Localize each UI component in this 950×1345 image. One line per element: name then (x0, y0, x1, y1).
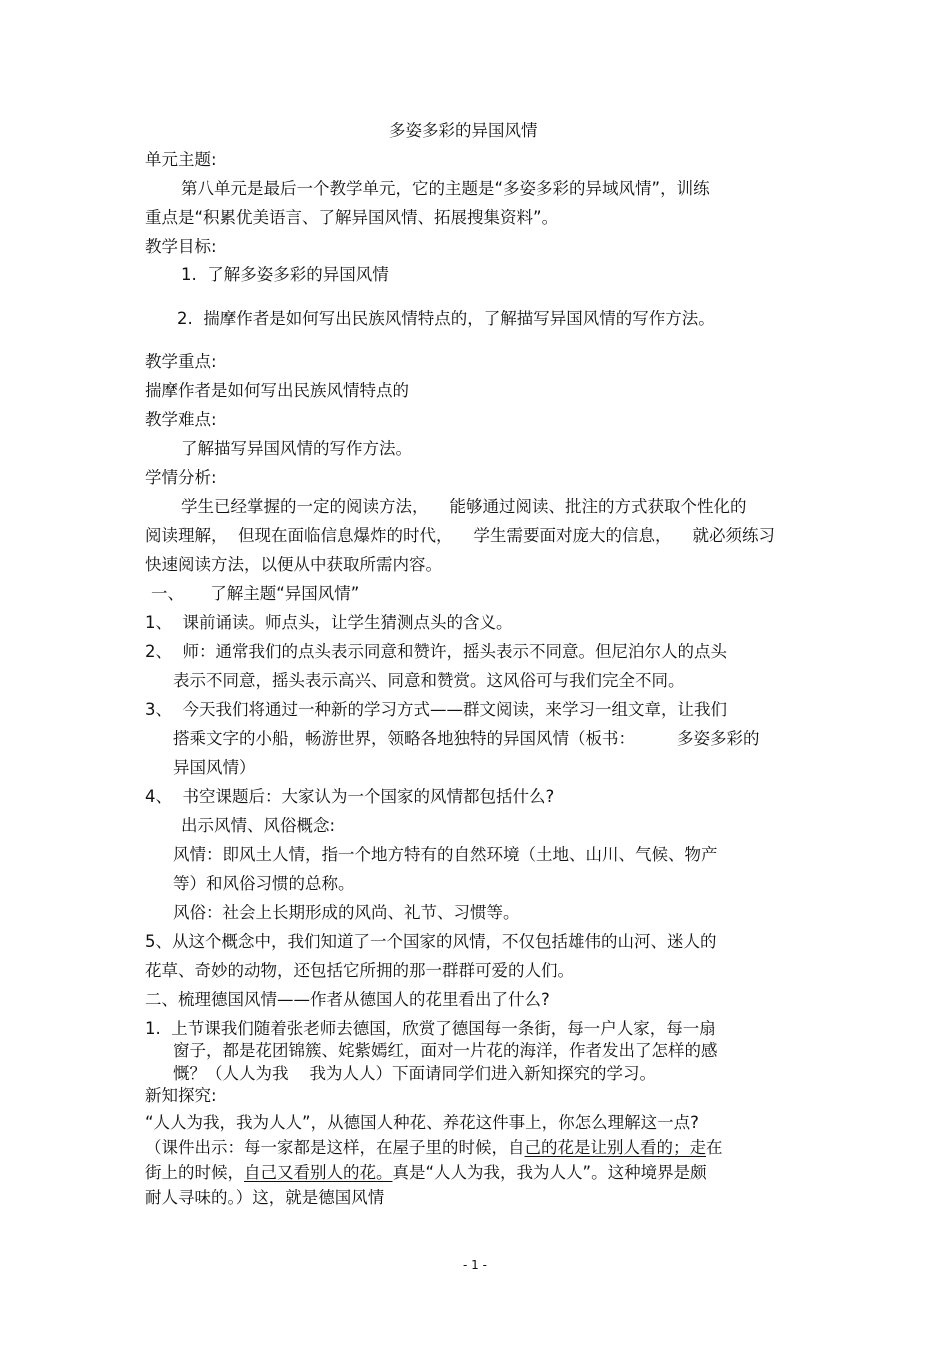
quote-text: （课件出示：每一家都是这样，在屋子里的时候，自 (145, 1138, 525, 1157)
list-item: 3、 今天我们将通过一种新的学习方式——群文阅读，来学习一组文章，让我们 (145, 700, 727, 719)
document-title: 多姿多彩的异国风情 (389, 121, 538, 140)
list-item: 5、从这个概念中，我们知道了一个国家的风情，不仅包括雄伟的山河、迷人的 (145, 932, 717, 951)
key-point-text: 揣摩作者是如何写出民族风情特点的 (145, 381, 409, 400)
courseware-quote-line (145, 1162, 707, 1184)
concept-fengsu: 风俗：社会上长期形成的风尚、礼节、习惯等。 (173, 903, 520, 922)
list-item-continuation: 花草、奇妙的动物，还包括它所拥的那一群群可爱的人们。 (145, 961, 574, 980)
difficulty-text: 了解描写异国风情的写作方法。 (181, 439, 412, 458)
goals-heading: 教学目标: (145, 237, 217, 256)
paragraph-line: 阅读理解， 但现在面临信息爆炸的时代， 学生需要面对庞大的信息， 就必须练习 (145, 526, 775, 545)
explore-question: “人人为我，我为人人”，从德国人种花、养花这件事上，你怎么理解这一点? (145, 1113, 699, 1132)
quote-text: 街上的时候， (145, 1163, 244, 1182)
list-item-continuation: 异国风情） (173, 758, 256, 777)
key-point-heading: 教学重点: (145, 352, 217, 371)
section-two-heading: 二、梳理德国风情——作者从德国人的花里看出了什么? (145, 990, 550, 1009)
section-one-heading: 一、 了解主题“异国风情” (151, 584, 360, 603)
analysis-heading: 学情分析: (145, 468, 217, 487)
paragraph-line: 第八单元是最后一个教学单元，它的主题是“多姿多彩的异域风情”，训练 (181, 179, 710, 198)
unit-theme-heading: 单元主题: (145, 150, 217, 169)
list-item-continuation: 慨？（人人为我 我为人人）下面请同学们进入新知探究的学习。 (173, 1064, 656, 1083)
underlined-quote-text: 己的花是让别人看的；走 (524, 1138, 706, 1157)
explore-heading: 新知探究: (145, 1086, 217, 1105)
list-item: 4、 书空课题后：大家认为一个国家的风情都包括什么? (145, 787, 555, 806)
difficulty-heading: 教学难点: (145, 410, 217, 429)
goal-item: 2. 揣摩作者是如何写出民族风情特点的，了解描写异国风情的写作方法。 (177, 309, 715, 328)
concept-fengqing: 风情：即风土人情，指一个地方特有的自然环境（土地、山川、气候、物产 (173, 845, 718, 864)
quote-text: 在 (706, 1138, 723, 1157)
concept-intro: 出示风情、风俗概念: (181, 816, 336, 835)
list-item: 2、 师：通常我们的点头表示同意和赞许，摇头表示不同意。但尼泊尔人的点头 (145, 642, 727, 661)
list-item: 1、 课前诵读。师点头，让学生猜测点头的含义。 (145, 613, 513, 632)
courseware-quote-line (145, 1137, 723, 1159)
paragraph-line: 学生已经掌握的一定的阅读方法， 能够通过阅读、批注的方式获取个性化的 (181, 497, 747, 516)
concept-fengqing-continuation: 等）和风俗习惯的总称。 (173, 874, 355, 893)
paragraph-line: 快速阅读方法，以便从中获取所需内容。 (145, 555, 442, 574)
quote-text: 真是“人人为我，我为人人”。这种境界是颇 (392, 1163, 707, 1182)
courseware-quote-line: 耐人寻味的。）这，就是德国风情 (145, 1188, 385, 1207)
list-item-continuation: 窗子，都是花团锦簇、姹紫嫣红，面对一片花的海洋，作者发出了怎样的感 (173, 1041, 718, 1060)
list-item: 1. 上节课我们随着张老师去德国，欣赏了德国每一条街，每一户人家，每一扇 (145, 1019, 716, 1038)
list-item-continuation: 表示不同意，摇头表示高兴、同意和赞赏。这风俗可与我们完全不同。 (173, 671, 685, 690)
page-number: - 1 - (463, 1258, 487, 1272)
paragraph-line: 重点是“积累优美语言、了解异国风情、拓展搜集资料”。 (145, 208, 559, 227)
goal-item: 1. 了解多姿多彩的异国风情 (181, 265, 389, 284)
list-item-continuation: 搭乘文字的小船，畅游世界，领略各地独特的异国风情（板书： 多姿多彩的 (173, 729, 760, 748)
underlined-quote-text: 自己又看别人的花。 (244, 1163, 393, 1182)
